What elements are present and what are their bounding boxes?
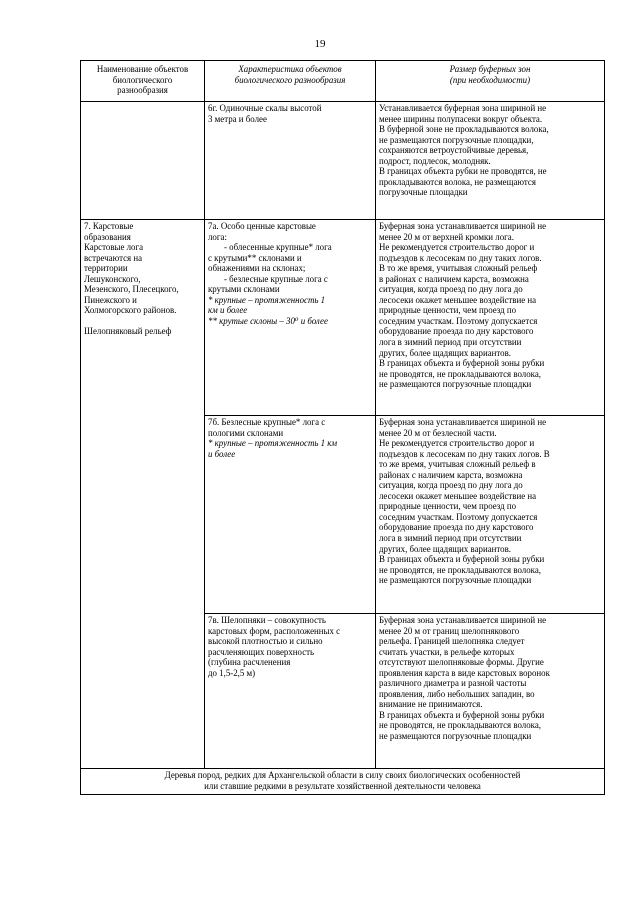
cell-rare-trees-section: Деревья пород, редких для Архангельской области в силу своих биологических особенностей или ставшие редкими в результате хозяйственной деятельности человека bbox=[81, 769, 605, 795]
table-row-6g bbox=[81, 102, 605, 220]
buffer-zones-table bbox=[80, 60, 605, 795]
cell-characteristic-6g: 6г. Одиночные скалы высотой 3 метра и более bbox=[205, 102, 376, 220]
cell-object-empty bbox=[81, 102, 205, 220]
cell-object-karst: 7. Карстовые образования Карстовые лога встречаются на территории Лешуконского, Мезенского, Плесецкого, Пинежского и Холмогорского районов. Шелопняковый рельеф bbox=[81, 220, 205, 769]
table-row-rare-trees bbox=[81, 769, 605, 795]
header-buffer-size: Размер буферных зон (при необходимости) bbox=[376, 61, 605, 102]
header-objects: Наименование объектов биологического разнообразия bbox=[81, 61, 205, 102]
page-number: 19 bbox=[314, 38, 326, 50]
cell-characteristic-7v: 7в. Шелопняки – совокупность карстовых форм, расположенных с высокой плотностью и сильно расчленяющих поверхность (глубина расчленения до 1,5-2,5 м) bbox=[205, 614, 376, 769]
cell-buffer-7b: Буферная зона устанавливается шириной не менее 20 м от безлесной части. Не рекомендуется строительство дорог и подъездов к лесосекам по дну таких логов. В то же время, учитывая сложный рельеф в районах с наличием карста, возможна ситуация, когда проезд по дну лога до лесосеки окажет меньшее воздействие на природные ценности, чем проезд по соседним участкам. Поэтому допускается оборудование проезда по дну карстового лога в зимний период при отсутствии других, более щадящих вариантов. В границах объекта и буферной зоны рубки не проводятся, не прокладываются волока, не размещаются погрузочные площадки bbox=[376, 416, 605, 614]
cell-buffer-7a: Буферная зона устанавливается шириной не менее 20 м от верхней кромки лога. Не рекомендуется строительство дорог и подъездов к лесосекам по дну таких логов. В то же время, учитывая сложный рельеф в районах с наличием карста, возможна ситуация, когда проезд по дну лога до лесосеки окажет меньшее воздействие на природные ценности, чем проезд по соседним участкам. Поэтому допускается оборудование проезда по дну карстового лога в зимний период при отсутствии других, более щадящих вариантов. В границах объекта и буферной зоны рубки не проводятся, не прокладываются волока, не размещаются погрузочные площадки bbox=[376, 220, 605, 416]
header-row bbox=[81, 61, 605, 102]
cell-characteristic-7a: 7а. Особо ценные карстовые лога: - облесенные крупные* лога с крутыми** склонами и обнажениями на склонах; - безлесные крупные лога с крутыми склонами * крупные – протяженность 1 км и более ** крутые склоны – 30⁰ и более bbox=[205, 220, 376, 416]
cell-buffer-6g: Устанавливается буферная зона шириной не менее ширины полупасеки вокруг объекта. В буферной зоне не прокладываются волока, не размещаются погрузочные площадки, сохраняются ветроустойчивые деревья, подрост, подлесок, молодняк. В границах объекта рубки не проводятся, не прокладываются волока, не размещаются погрузочные площадки bbox=[376, 102, 605, 220]
cell-characteristic-7b: 7б. Безлесные крупные* лога с пологими склонами * крупные – протяженность 1 км и более bbox=[205, 416, 376, 614]
table-row-7a bbox=[81, 220, 605, 416]
header-characteristics: Характеристика объектов биологического разнообразия bbox=[205, 61, 376, 102]
cell-buffer-7v: Буферная зона устанавливается шириной не менее 20 м от границ шелопнякового рельефа. Границей шелопняка следует считать участки, в рельефе которых отсутствуют шелопняковые формы. Другие проявления карста в виде карстовых воронок различного диаметра и разной частоты проявления, либо небольших западин, во внимание не принимаются. В границах объекта и буферной зоны рубки не проводятся, не прокладываются волока, не размещаются погрузочные площадки bbox=[376, 614, 605, 769]
